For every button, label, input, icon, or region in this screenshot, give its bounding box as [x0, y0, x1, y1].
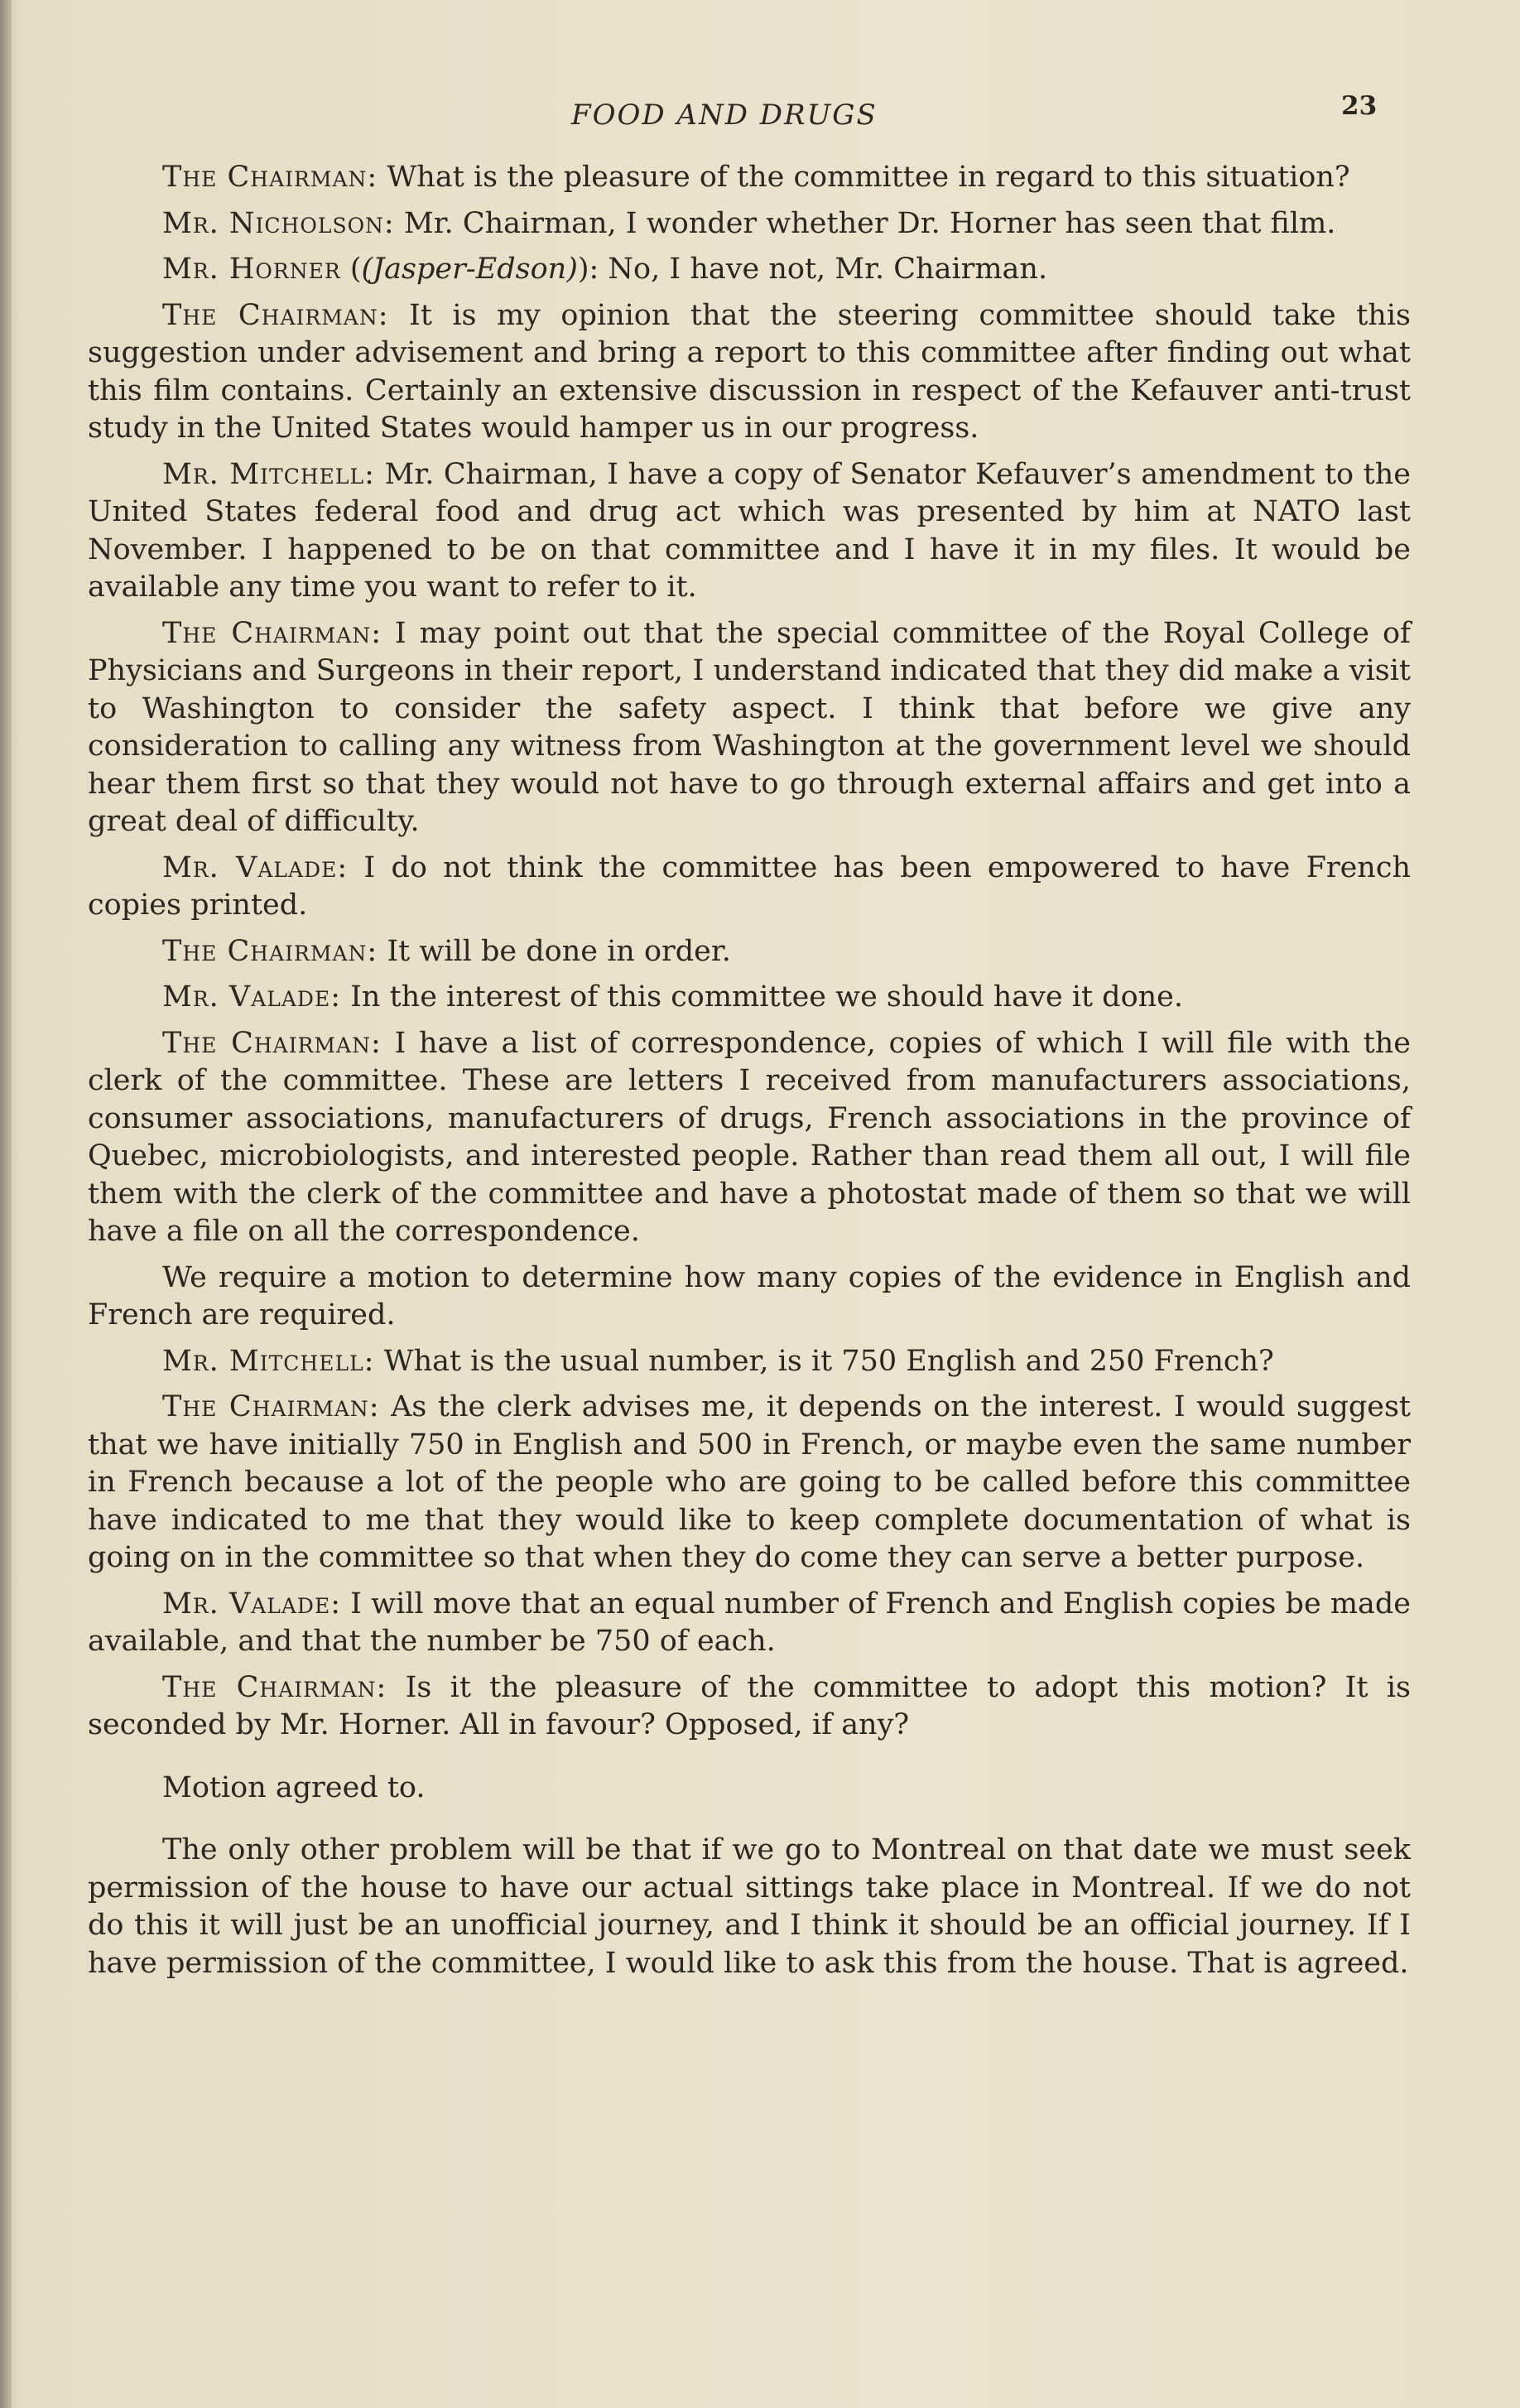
speaker-name: Mr. Mitchell: — [162, 457, 375, 491]
speaker-name: Mr. Nicholson: — [162, 206, 395, 240]
paragraph — [88, 1586, 1411, 1661]
speaker-name: The Chairman: — [162, 1026, 382, 1060]
paragraph-text: Mr. Chairman, I wonder whether Dr. Horner has seen that film. — [394, 206, 1336, 240]
speaker-name: The Chairman: — [162, 934, 378, 968]
paragraph — [88, 205, 1411, 243]
speaker-constituency: (Jasper-Edson) — [361, 253, 578, 286]
paragraph — [88, 979, 1411, 1017]
speaker-name: Mr. Valade: — [162, 850, 349, 884]
paragraph-text: : No, I have not, Mr. Chairman. — [589, 253, 1048, 286]
paragraph-text: I have a list of correspondence, copies of which I will file with the clerk of the committee. These are letters I received from manufacturers associations, consumer associations, manufacturers of drugs, French associations in the province of Quebec, microbiologists, and interested people. Rather than read them all out, I will file them with the clerk of the committee and have a photostat made of them so that we will have a file on all the correspondence. — [88, 1026, 1411, 1248]
paragraph — [88, 933, 1411, 971]
speaker-name: The Chairman: — [162, 616, 382, 650]
paragraph-text: In the interest of this committee we should have it done. — [340, 980, 1184, 1014]
transcript-body — [88, 159, 1411, 1991]
speaker-name: The Chairman: — [162, 1390, 380, 1423]
paragraph-text: We require a motion to determine how many copies of the evidence in English and French are required. — [88, 1260, 1411, 1332]
paragraph-text: The only other problem will be that if we go to Montreal on that date we must seek permission of the house to have our actual sittings take place in Montreal. If we do not do this it will just be an unofficial journey, and I think it should be an official journey. If I have permission of the committee, I would like to ask this from the house. That is agreed. — [88, 1833, 1411, 1980]
paragraph — [88, 1832, 1411, 1982]
paragraph — [88, 615, 1411, 841]
paragraph — [88, 1669, 1411, 1745]
paragraph — [88, 297, 1411, 448]
paragraph-text: It will be done in order. — [378, 934, 731, 968]
paragraph-text: What is the usual number, is it 750 English and 250 French? — [374, 1344, 1274, 1378]
paragraph — [88, 159, 1411, 197]
paragraph-text: It is my opinion that the steering committee should take this suggestion under advisement and bring a report to this committee after finding out what this film contains. Certainly an extensive discussion in respect of the Kefauver anti-trust study in the United States would hamper us in our progress. — [88, 298, 1412, 445]
paragraph-text: I may point out that the special committee of the Royal College of Physicians and Surgeons in their report, I understand indicated that they did make a visit to Washington to consider the safety aspect. I think that before we give any consideration to calling any witness from Washington at the government level we should hear them first so that they would not have to go through external affairs and get into a great deal of difficulty. — [88, 616, 1411, 838]
running-title: FOOD AND DRUGS — [571, 99, 878, 132]
speaker-name: The Chairman: — [162, 1670, 387, 1704]
paragraph-text: I do not think the committee has been empowered to have French copies printed. — [88, 850, 1411, 922]
speaker-name: The Chairman: — [162, 161, 378, 194]
speaker-name: Mr. Valade: — [162, 1587, 342, 1621]
paragraph-text: Is it the pleasure of the committee to adopt this motion? It is seconded by Mr. Horner. All in favour? Opposed, if any? — [88, 1670, 1411, 1741]
paragraph — [88, 456, 1411, 607]
page-number: 23 — [1341, 91, 1378, 121]
paragraph — [88, 1343, 1411, 1381]
page-header — [0, 87, 1520, 137]
paragraph — [88, 850, 1411, 925]
paragraph — [88, 1259, 1411, 1335]
paragraph: Mr. Horner ((Jasper-Edson)): No, I have not, Mr. Chairman. — [162, 253, 1048, 286]
paragraph-text: I will move that an equal number of French and English copies be made available, and that the number be 750 of each. — [88, 1587, 1411, 1658]
paragraph — [88, 1025, 1411, 1251]
speaker-name: Mr. Horner — [162, 253, 341, 286]
speaker-name: Mr. Valade: — [162, 980, 341, 1014]
speaker-name: The Chairman: — [162, 298, 389, 332]
paragraph-text: As the clerk advises me, it depends on the interest. I would suggest that we have initially 750 in English and 500 in French, or maybe even the same number in French because a lot of the people who are going to be called before this committee have indicated to me that they would like to keep complete documentation of what is going on in the committee so that when they do come they can serve a better purpose. — [88, 1390, 1411, 1574]
motion-result — [88, 1770, 1411, 1808]
paragraph — [88, 1389, 1411, 1577]
paragraph-text: Motion agreed to. — [162, 1770, 426, 1804]
speaker-name: Mr. Mitchell: — [162, 1344, 375, 1378]
paragraph-text: What is the pleasure of the committee in regard to this situation? — [378, 161, 1350, 194]
book-spine-shadow — [0, 0, 12, 2408]
paragraph-text: Mr. Chairman, I have a copy of Senator Kefauver’s amendment to the United States federal food and drug act which was presented by him at NATO last November. I happened to be on that committee and I have it in my files. It would be available any time you want to refer to it. — [88, 457, 1411, 604]
